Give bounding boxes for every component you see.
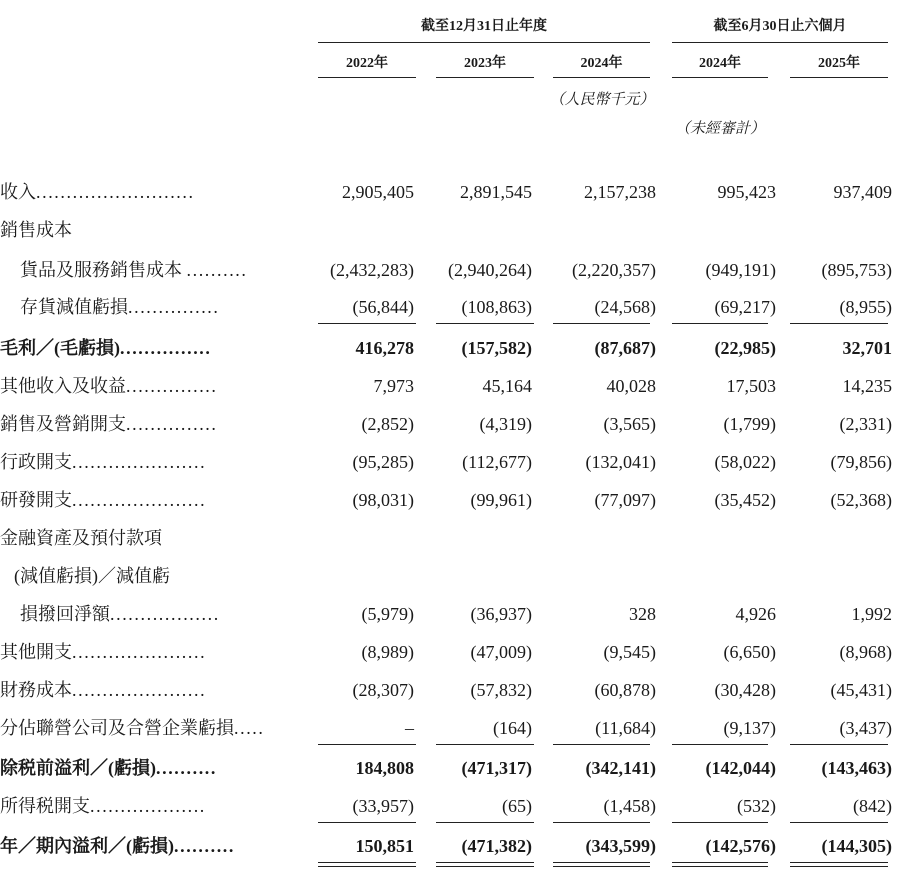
row-impairment-net bbox=[0, 600, 900, 628]
row-label: 其他開支...................... bbox=[0, 642, 207, 662]
cell-2024-h1: (142,576) bbox=[705, 836, 776, 856]
cell-2023: (4,319) bbox=[479, 414, 532, 434]
row-label: 所得税開支................... bbox=[0, 796, 206, 816]
row-label: 毛利／(毛虧損)............... bbox=[0, 338, 212, 358]
cell-2024-fy: 2,157,238 bbox=[584, 182, 656, 202]
cell-2023: (108,863) bbox=[461, 297, 532, 317]
cell-2022: (95,285) bbox=[352, 452, 414, 472]
column-header-2023: 2023年 bbox=[464, 56, 506, 71]
row-label: 損撥回淨額.................. bbox=[20, 604, 220, 624]
cell-2025-h1: 937,409 bbox=[833, 182, 892, 202]
cell-2023: (47,009) bbox=[470, 642, 532, 662]
cell-2023: (471,382) bbox=[461, 836, 532, 856]
header-year-group-rule bbox=[318, 42, 650, 43]
cell-2023: 45,164 bbox=[482, 376, 532, 396]
cell-2025-h1: 1,992 bbox=[851, 604, 892, 624]
cell-2024-h1: (35,452) bbox=[714, 490, 776, 510]
pretax-rule-2025-h1 bbox=[790, 744, 888, 745]
row-selling-marketing bbox=[0, 410, 900, 438]
header-half-group-rule bbox=[672, 42, 888, 43]
cell-2024-fy: (77,097) bbox=[594, 490, 656, 510]
total-double-rule-2025-h1 bbox=[790, 862, 888, 867]
total-double-rule-2024-h1 bbox=[672, 862, 768, 867]
cell-2022: (5,979) bbox=[361, 604, 414, 624]
row-cost-of-goods-services bbox=[0, 256, 900, 284]
row-label: 貨品及服務銷售成本 .......... bbox=[20, 260, 248, 280]
subtotal-rule-2024-fy bbox=[553, 323, 650, 324]
row-gross-profit bbox=[0, 334, 900, 362]
cell-2022: (56,844) bbox=[352, 297, 414, 317]
cell-2024-h1: (30,428) bbox=[714, 680, 776, 700]
cell-2024-fy: (2,220,357) bbox=[572, 260, 656, 280]
cell-2024-h1: (6,650) bbox=[723, 642, 776, 662]
cell-2024-fy: (24,568) bbox=[594, 297, 656, 317]
column-header-2024-h1-rule bbox=[672, 77, 768, 78]
cell-2022: 2,905,405 bbox=[342, 182, 414, 202]
row-revenue bbox=[0, 178, 900, 206]
subtotal-rule-2022 bbox=[318, 323, 416, 324]
cell-2025-h1: (45,431) bbox=[830, 680, 892, 700]
cell-2024-h1: (69,217) bbox=[714, 297, 776, 317]
row-administrative bbox=[0, 448, 900, 476]
cell-2025-h1: 14,235 bbox=[842, 376, 892, 396]
column-header-2025-h1: 2025年 bbox=[818, 56, 860, 71]
cell-2022: 416,278 bbox=[355, 338, 414, 358]
cell-2024-fy: 328 bbox=[629, 604, 656, 624]
cell-2024-fy: (342,141) bbox=[585, 758, 656, 778]
row-income-tax bbox=[0, 792, 900, 820]
header-year-group: 截至12月31日止年度 bbox=[421, 19, 547, 34]
cell-2024-fy: (132,041) bbox=[585, 452, 656, 472]
column-header-2022-rule bbox=[318, 77, 416, 78]
cell-2025-h1: (52,368) bbox=[830, 490, 892, 510]
row-financial-assets-heading bbox=[0, 524, 900, 552]
cell-2025-h1: (2,331) bbox=[839, 414, 892, 434]
cell-2024-fy: (9,545) bbox=[603, 642, 656, 662]
column-header-2024-fy-rule bbox=[553, 77, 650, 78]
row-label: 財務成本...................... bbox=[0, 680, 207, 700]
row-label: 除税前溢利／(虧損).......... bbox=[0, 758, 217, 778]
subtotal-rule-2025-h1 bbox=[790, 323, 888, 324]
column-header-2024-fy: 2024年 bbox=[580, 56, 623, 71]
column-header-2025-h1-rule bbox=[790, 77, 888, 78]
cell-2025-h1: 32,701 bbox=[842, 338, 892, 358]
cell-2024-h1: (58,022) bbox=[714, 452, 776, 472]
row-label: (減值虧損)／減值虧 bbox=[14, 566, 170, 586]
cell-2024-fy: (11,684) bbox=[595, 718, 656, 738]
cell-2024-fy: (60,878) bbox=[594, 680, 656, 700]
row-finance-costs bbox=[0, 676, 900, 704]
pretax-rule-2024-fy bbox=[553, 744, 650, 745]
cell-2024-fy: (87,687) bbox=[594, 338, 656, 358]
row-label: 銷售成本 bbox=[0, 220, 72, 240]
cell-2022: (28,307) bbox=[352, 680, 414, 700]
cell-2023: (164) bbox=[493, 718, 532, 738]
cell-2022: (33,957) bbox=[352, 796, 414, 816]
total-double-rule-2023 bbox=[436, 862, 534, 867]
row-label: 金融資產及預付款項 bbox=[0, 528, 162, 548]
cell-2024-h1: (532) bbox=[737, 796, 776, 816]
cell-2022: 7,973 bbox=[373, 376, 414, 396]
column-header-2023-rule bbox=[436, 77, 534, 78]
cell-2024-h1: 995,423 bbox=[717, 182, 776, 202]
subtotal-rule-2024-h1 bbox=[672, 323, 768, 324]
row-share-of-losses bbox=[0, 714, 900, 742]
cell-2025-h1: (895,753) bbox=[821, 260, 892, 280]
total-double-rule-2024-fy bbox=[553, 862, 650, 867]
row-research-development bbox=[0, 486, 900, 514]
header-half-group: 截至6月30日止六個月 bbox=[713, 19, 847, 34]
cell-2025-h1: (3,437) bbox=[839, 718, 892, 738]
unaudited-note: （未經審計） bbox=[674, 121, 765, 137]
row-label: 研發開支...................... bbox=[0, 490, 207, 510]
cell-2025-h1: (79,856) bbox=[830, 452, 892, 472]
cell-2023: (65) bbox=[502, 796, 532, 816]
cell-2023: (99,961) bbox=[470, 490, 532, 510]
cell-2024-h1: (9,137) bbox=[723, 718, 776, 738]
row-label: 年／期內溢利／(虧損).......... bbox=[0, 836, 235, 856]
cell-2022: (98,031) bbox=[352, 490, 414, 510]
cell-2022: (8,989) bbox=[361, 642, 414, 662]
cell-2024-fy: (343,599) bbox=[585, 836, 656, 856]
row-cost-of-sales bbox=[0, 216, 900, 244]
row-label: 行政開支...................... bbox=[0, 452, 207, 472]
cell-2024-h1: (1,799) bbox=[723, 414, 776, 434]
cell-2024-h1: 4,926 bbox=[735, 604, 776, 624]
cell-2024-fy: 40,028 bbox=[606, 376, 656, 396]
net-rule-2024-h1 bbox=[672, 822, 768, 823]
row-label: 其他收入及收益............... bbox=[0, 376, 218, 396]
cell-2023: (157,582) bbox=[461, 338, 532, 358]
cell-2025-h1: (144,305) bbox=[821, 836, 892, 856]
net-rule-2025-h1 bbox=[790, 822, 888, 823]
cell-2023: (471,317) bbox=[461, 758, 532, 778]
subtotal-rule-2023 bbox=[436, 323, 534, 324]
total-double-rule-2022 bbox=[318, 862, 416, 867]
cell-2023: (2,940,264) bbox=[448, 260, 532, 280]
row-net-profit bbox=[0, 832, 900, 860]
row-label: 銷售及營銷開支............... bbox=[0, 414, 218, 434]
cell-2025-h1: (143,463) bbox=[821, 758, 892, 778]
cell-2023: (57,832) bbox=[470, 680, 532, 700]
row-profit-before-tax bbox=[0, 754, 900, 782]
row-label: 收入.......................... bbox=[0, 182, 195, 202]
row-inventory-impairment bbox=[0, 293, 900, 321]
cell-2024-fy: (3,565) bbox=[603, 414, 656, 434]
row-label: 存貨減值虧損............... bbox=[20, 297, 220, 317]
cell-2024-h1: (142,044) bbox=[705, 758, 776, 778]
cell-2022: (2,852) bbox=[361, 414, 414, 434]
column-header-2022: 2022年 bbox=[346, 56, 388, 71]
cell-2024-h1: (22,985) bbox=[714, 338, 776, 358]
net-rule-2023 bbox=[436, 822, 534, 823]
cell-2022: – bbox=[405, 718, 414, 738]
net-rule-2022 bbox=[318, 822, 416, 823]
row-other-expenses bbox=[0, 638, 900, 666]
cell-2023: (112,677) bbox=[462, 452, 532, 472]
cell-2023: (36,937) bbox=[470, 604, 532, 624]
cell-2024-h1: 17,503 bbox=[726, 376, 776, 396]
cell-2025-h1: (842) bbox=[853, 796, 892, 816]
row-impairment-heading bbox=[0, 562, 900, 590]
pretax-rule-2024-h1 bbox=[672, 744, 768, 745]
cell-2025-h1: (8,955) bbox=[839, 297, 892, 317]
column-header-2024-h1: 2024年 bbox=[699, 56, 741, 71]
pretax-rule-2022 bbox=[318, 744, 416, 745]
cell-2022: 184,808 bbox=[355, 758, 414, 778]
cell-2022: 150,851 bbox=[355, 836, 414, 856]
unit-note: （人民幣千元） bbox=[549, 92, 655, 108]
net-rule-2024-fy bbox=[553, 822, 650, 823]
row-label: 分佔聯營公司及合營企業虧損..... bbox=[0, 718, 265, 738]
cell-2024-fy: (1,458) bbox=[603, 796, 656, 816]
cell-2023: 2,891,545 bbox=[460, 182, 532, 202]
cell-2022: (2,432,283) bbox=[330, 260, 414, 280]
cell-2025-h1: (8,968) bbox=[839, 642, 892, 662]
cell-2024-h1: (949,191) bbox=[705, 260, 776, 280]
row-other-income bbox=[0, 372, 900, 400]
pretax-rule-2023 bbox=[436, 744, 534, 745]
